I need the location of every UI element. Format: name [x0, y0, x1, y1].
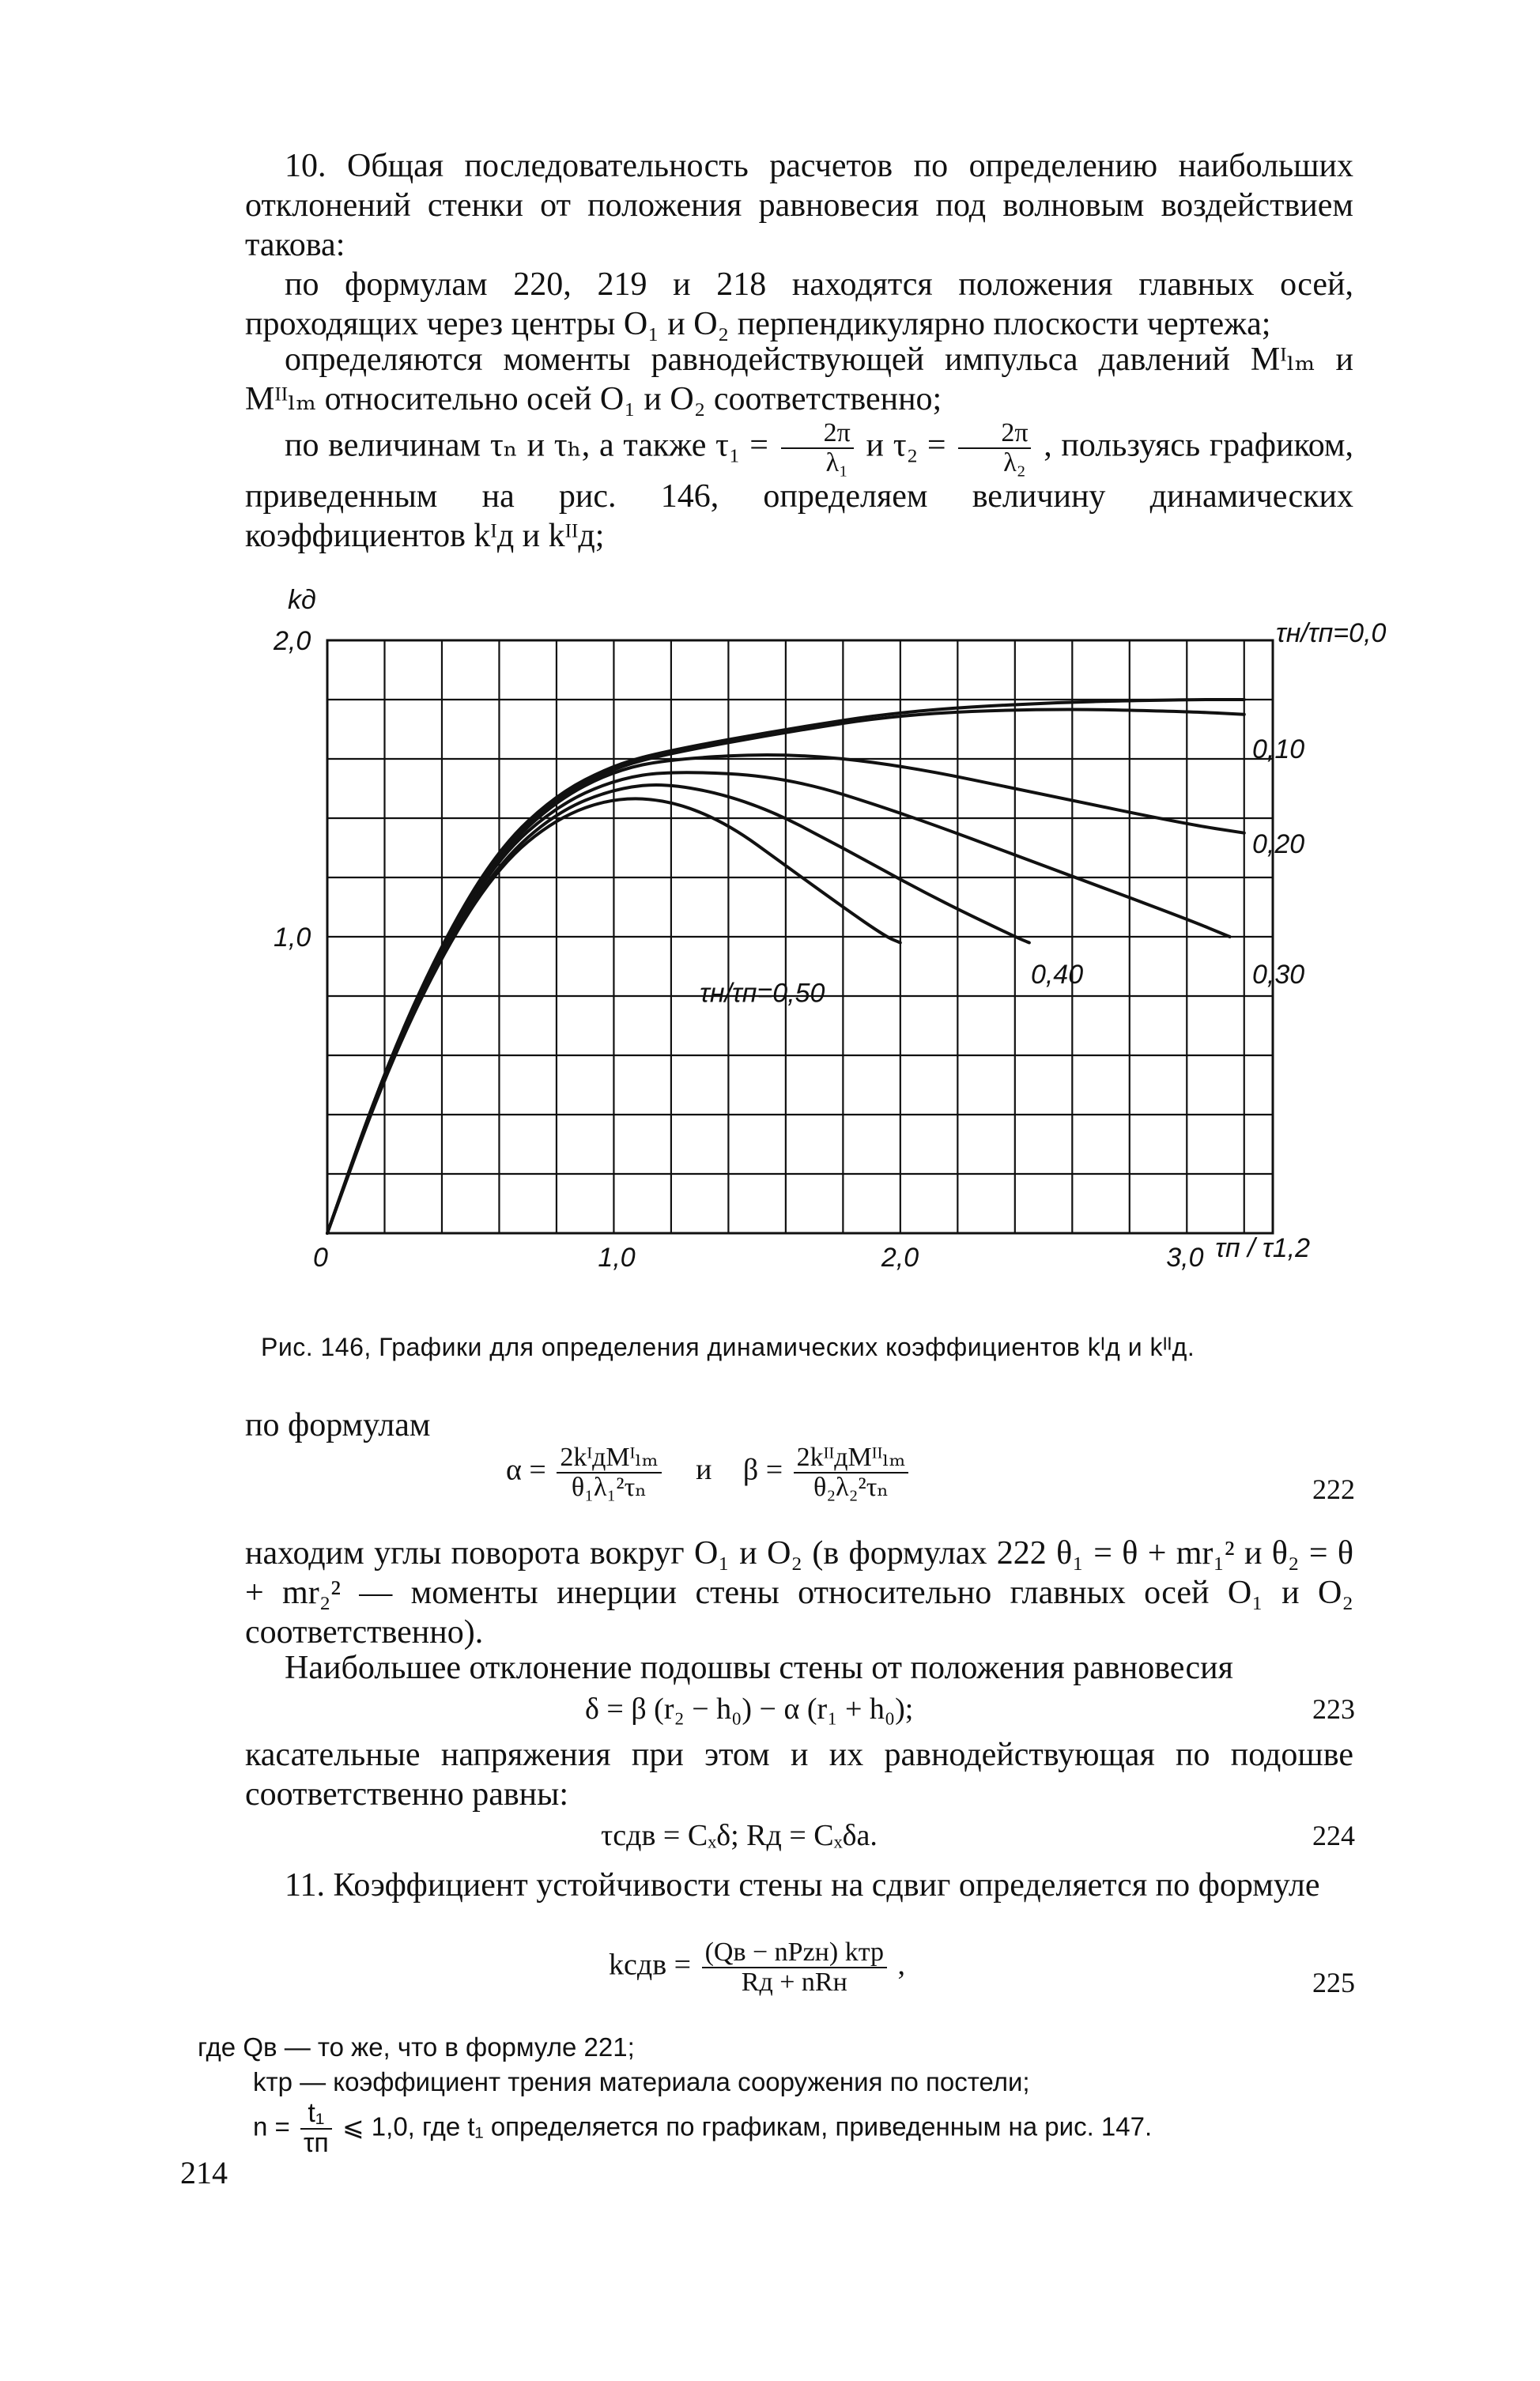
curve-label-0-20: 0,20	[1252, 829, 1305, 859]
where-line-1: где Qв — то же, что в формуле 221;	[198, 2032, 635, 2062]
fraction-tau1-num: 2π	[781, 419, 854, 449]
fraction-tau2-num: 2π	[958, 419, 1031, 449]
paragraph-shear: касательные напряжения при этом и их равнодействующая по подошве соответственно равны:	[245, 1737, 1353, 1813]
eq222-beta-fraction	[794, 1443, 909, 1501]
x-tick-2-0: 2,0	[881, 1243, 919, 1273]
figure-caption: Рис. 146, Графики для определения динамических коэффициентов kᴵд и kᴵᴵд.	[261, 1333, 1195, 1361]
eq225-lhs: kсдв =	[609, 1948, 692, 1982]
curve-label-0-0: τн/τп=0,0	[1276, 618, 1387, 648]
equation-224-number: 224	[1312, 1820, 1355, 1851]
paragraph-max-deviation: Наибольшее отклонение подошвы стены от положения равновесия	[285, 1650, 1233, 1686]
paragraph-moments: определяются моменты равнодействующей импульса давлений Mᴵₗₘ и Mᴵᴵₗₘ относительно осей O₁ и O₂ соответственно;	[245, 341, 1353, 417]
x-axis-label: τп / τ1,2	[1215, 1233, 1311, 1263]
x-tick-3-0: 3,0	[1166, 1243, 1204, 1273]
equation-222	[506, 1443, 912, 1501]
eq225-tail: ,	[897, 1948, 905, 1982]
where3-den: τп	[303, 2127, 329, 2158]
where3-rhs: ⩽ 1,0, где t₁ определяется по графикам, приведенным на рис. 147.	[342, 2111, 1153, 2141]
eq222-beta-num: 2kᴵᴵдMᴵᴵₗₘ	[794, 1443, 909, 1474]
paragraph-axes: по формулам 220, 219 и 218 находятся положения главных осей, проходящих через центры O₁ и O₂ перпендикулярно плоскости чертежа;	[245, 266, 1353, 342]
where-line-3	[253, 2100, 1152, 2157]
eq222-and: и	[696, 1453, 712, 1487]
figure-146-chart	[245, 573, 1387, 1316]
formulas-intro: по формулам	[245, 1407, 431, 1443]
eq222-alpha-den: θ₁λ₁²τₙ	[571, 1472, 647, 1502]
paragraph-11: 11. Коэффициент устойчивости стены на сдвиг определяется по формуле	[285, 1867, 1320, 1904]
eq225-num: (Qв − nPzн) kтр	[702, 1938, 887, 1968]
paragraph-rotation-angles: находим углы поворота вокруг O₁ и O₂ (в формулах 222 θ₁ = θ + mr₁² и θ₂ = θ + mr₂² — моменты инерции стены относительно главных осей O₁ и O₂ соответственно).	[245, 1535, 1353, 1651]
fraction-tau2-den: λ₂	[1003, 447, 1026, 477]
curve-label-0-30: 0,30	[1252, 959, 1305, 990]
equation-223-number: 223	[1312, 1693, 1355, 1725]
paragraph-10-intro: 10. Общая последовательность расчетов по определению наибольших отклонений стенки от положения равновесия под волновым воздействием такова:	[245, 148, 1353, 263]
fraction-tau2	[958, 419, 1031, 477]
x-tick-1-0: 1,0	[598, 1243, 636, 1273]
chart-labels	[273, 585, 1387, 1273]
curve-label-0-50: τн/τп=0,50	[700, 978, 825, 1009]
eq222-beta-den: θ₂λ₂²τₙ	[813, 1472, 889, 1502]
eq225-fraction	[702, 1938, 887, 1996]
page-number: 214	[180, 2155, 228, 2190]
y-tick-1-0: 1,0	[274, 923, 311, 953]
equation-225	[609, 1938, 905, 1996]
curve-label-0-40: 0,40	[1030, 959, 1084, 990]
equation-224: τсдв = Cₓδ; Rд = Cₓδa.	[601, 1819, 878, 1852]
y-axis-label: kд	[288, 585, 316, 615]
eq222-alpha-fraction	[557, 1443, 661, 1501]
eq222-alpha-num: 2kᴵдMᴵₗₘ	[557, 1443, 661, 1474]
curve-0-40	[327, 785, 1029, 1233]
equation-222-number: 222	[1312, 1474, 1355, 1505]
y-tick-2-0: 2,0	[274, 626, 311, 656]
p4-text-b: и τ₂ =	[866, 427, 946, 464]
where3-lhs: n =	[253, 2111, 290, 2141]
paragraph-coefficients	[245, 419, 1353, 556]
where3-num: t₁	[300, 2100, 332, 2130]
where-line-2: kтр — коэффициент трения материала сооружения по постели;	[253, 2067, 1030, 2096]
fraction-tau1	[781, 419, 854, 477]
p4-text-a: по величинам τₙ и τₕ, а также τ₁ =	[285, 427, 768, 464]
equation-225-number: 225	[1312, 1967, 1355, 1998]
fraction-tau1-den: λ₁	[825, 447, 848, 477]
equation-223: δ = β (r₂ − h₀) − α (r₁ + h₀);	[585, 1692, 914, 1726]
eq222-beta-lhs: β =	[742, 1453, 783, 1487]
where3-fraction	[300, 2100, 332, 2157]
p4-text-c: , пользуясь графиком, приведенным на рис. 146, определяем величину динамических коэффициентов kᴵд и kᴵᴵд;	[245, 427, 1354, 555]
curve-label-0-10: 0,10	[1252, 734, 1305, 764]
x-tick-0: 0	[313, 1243, 328, 1273]
eq222-alpha-lhs: α =	[506, 1453, 546, 1487]
eq225-den: Rд + nRн	[741, 1967, 847, 1997]
